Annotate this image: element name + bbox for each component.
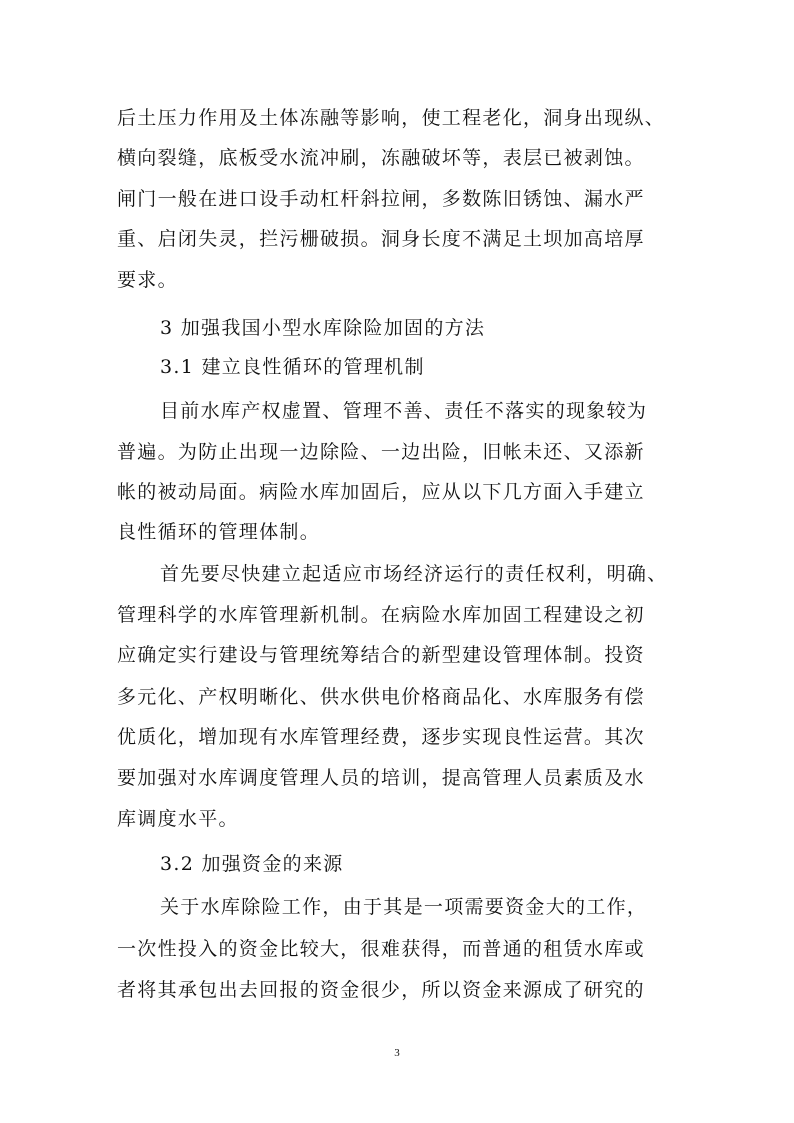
section-heading: 3 加强我国小型水库除险加固的方法 <box>160 317 486 339</box>
paragraph-line: 后土压力作用及土体冻融等影响，使工程老化，洞身出现纵、 <box>117 107 666 129</box>
paragraph-line: 多元化、产权明晰化、供水供电价格商品化、水库服务有偿 <box>117 686 645 708</box>
paragraph-line: 关于水库除险工作，由于其是一项需要资金大的工作， <box>160 896 648 918</box>
paragraph-line: 横向裂缝，底板受水流冲刷，冻融破坏等，表层已被剥蚀。 <box>117 147 645 169</box>
subsection-heading: 3.2 加强资金的来源 <box>160 853 344 875</box>
paragraph-line: 要加强对水库调度管理人员的培训，提高管理人员素质及水 <box>117 767 645 789</box>
paragraph-line: 帐的被动局面。病险水库加固后，应从以下几方面入手建立 <box>117 481 645 503</box>
paragraph-line: 重、启闭失灵，拦污栅破损。洞身长度不满足土坝加高培厚 <box>117 228 645 250</box>
paragraph-line: 者将其承包出去回报的资金很少，所以资金来源成了研究的 <box>117 979 645 1001</box>
paragraph-line: 要求。 <box>117 269 178 291</box>
paragraph-line: 管理科学的水库管理新机制。在病险水库加固工程建设之初 <box>117 604 645 626</box>
paragraph-line: 库调度水平。 <box>117 808 239 830</box>
paragraph-line: 优质化，增加现有水库管理经费，逐步实现良性运营。其次 <box>117 726 645 748</box>
page-number: 3 <box>394 1047 400 1059</box>
paragraph-line: 普遍。为防止出现一边除险、一边出险，旧帐未还、又添新 <box>117 441 645 463</box>
paragraph-line: 应确定实行建设与管理统筹结合的新型建设管理体制。投资 <box>117 644 645 666</box>
subsection-heading: 3.1 建立良性循环的管理机制 <box>160 356 425 378</box>
paragraph-line: 目前水库产权虚置、管理不善、责任不落实的现象较为 <box>160 400 648 422</box>
paragraph-line: 闸门一般在进口设手动杠杆斜拉闸，多数陈旧锈蚀、漏水严 <box>117 188 645 210</box>
paragraph-line: 首先要尽快建立起适应市场经济运行的责任权利，明确、 <box>160 563 668 585</box>
paragraph-line: 一次性投入的资金比较大，很难获得，而普通的租赁水库或 <box>117 938 645 960</box>
paragraph-line: 良性循环的管理体制。 <box>117 521 321 543</box>
